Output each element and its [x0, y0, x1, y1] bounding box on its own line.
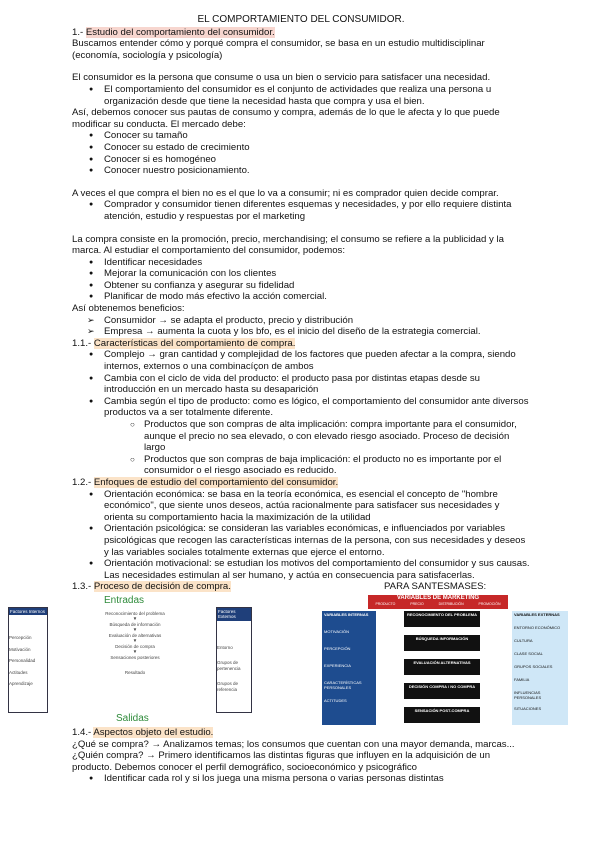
decision-process-diagram: [8, 594, 241, 725]
paragraph: A veces el que compra el bien no es el que lo va a consumir; ni es comprador quien decide comprar.: [72, 187, 499, 199]
bullet-item: ● Comprador y consumidor tienen diferentes esquemas y necesidades, y por ello requiere distinta atención, estudio y respuestas por el marketing: [72, 199, 530, 222]
bullet-item: ● Orientación psicológica: se consideran las variables económicas, e influenciados por variables psicológicas que recogen las características internas de la persona, con sus necesidades y deseos y las variables sociales totalmente externas que ejerce el entorno.: [72, 523, 530, 558]
bullet-item: ● Cambia según el tipo de producto: como es lógico, el comportamiento del consumidor ante diversos productos va a ser totalmente diferente.: [72, 396, 530, 419]
bullet-item: ● Complejo → gran cantidad y complejidad de los factores que pueden afectar a la compra, siendo internos, externos o una combinacíçon de ambos: [72, 349, 530, 372]
paragraph: Así, debemos conocer sus pautas de consumo y compra, además de lo que le afecta y lo que puede modificar su conducta. El mercado debe:: [72, 107, 500, 130]
bullet-item: ● Orientación motivacional: se estudian los motivos del comportamiento del consumidor y sus causas. Las necesidades estimulan al ser humano, y actúa en consecuencia para satisfacerlas.: [72, 558, 530, 581]
bullet-item: ● Conocer si es homogéneo: [72, 154, 530, 166]
bullet-item: ● El comportamiento del consumidor es el conjunto de actividades que realiza una persona u organización desde que tiene la necesidad hasta que compra y usa el bien.: [72, 84, 530, 107]
bullet-item: ● Conocer su tamaño: [72, 130, 530, 142]
marketing-variables-header: VARIABLES DE MARKETING PRODUCTO PRECIO DISTRIBUCIÓN PROMOCIÓN: [368, 595, 508, 609]
santesmases-diagram: [320, 595, 572, 727]
internal-variables-column: VARIABLES INTERNAS MOTIVACIÓN PERCEPCIÓN EXPERIENCIA CARACTERÍSTICAS PERSONALES ACTITUDES: [322, 611, 376, 725]
santesmases-label: PARA SANTESMASES:: [384, 581, 487, 593]
salidas-label: Salidas: [116, 712, 149, 724]
section-1-3-heading: 1.3.- Proceso de decisión de compra. PARA SANTESMASES:: [72, 581, 487, 593]
arrow-item: ➢ Consumidor → se adapta el producto, precio y distribución: [72, 315, 530, 327]
paragraph: El consumidor es la persona que consume o usa un bien o servicio para satisfacer una necesidad.: [72, 72, 491, 84]
process-steps: Reconocimiento del problema ▼ Búsqueda de información ▼ Evaluación de alternativas ▼ Decisión de compra ▼ Sensaciones posteriores Resultado: [60, 611, 210, 676]
arrow-item: ➢ Empresa → aumenta la cuota y los bfo, es el inicio del diseño de la estrategia comercial.: [72, 326, 530, 338]
bullet-item: ● Mejorar la comunicación con los clientes: [72, 268, 530, 280]
document-page: [9, 14, 561, 785]
bullet-item: ● Identificar cada rol y si los juega una misma persona o varias personas distintas: [72, 773, 530, 785]
arrow-down-icon: ▼: [132, 638, 138, 644]
bullet-item: ● Identificar necesidades: [72, 257, 530, 269]
sub-bullet-item: ○ Productos que son compras de baja implicación: el producto no es importante por el consumidor o el riesgo asociado es reducido.: [72, 454, 530, 477]
document-title: EL COMPORTAMIENTO DEL CONSUMIDOR.: [197, 14, 405, 25]
paragraph: ¿Qué se compra? → Analizamos temas; los consumos que cuentan con una mayor demanda, marcas...: [72, 738, 515, 750]
arrow-down-icon: ▼: [132, 649, 138, 655]
bullet-item: ● Planificar de modo más efectivo la acción comercial.: [72, 291, 530, 303]
paragraph: La compra consiste en la promoción, precio, merchandising; el consumo se refiere a la publicidad y la marca. Al estudiar el comportamiento del consumidor, podemos:: [72, 233, 504, 257]
paragraph: ¿Quién compra? → Primero identificamos las distintas figuras que influyen en la adquisición de un producto. Debemos conocer el perfil demográfico, socioeconómico y psicográfico: [72, 750, 491, 773]
bullet-item: ● Conocer su estado de crecimiento: [72, 142, 530, 154]
bullet-item: ● Cambia con el ciclo de vida del producto: el producto pasa por distintas etapas desde su introducción en un mercado hasta su desaparición: [72, 373, 530, 396]
external-factors-box: Factores Externos Entorno Grupos de pertenencia Grupos de referencia: [216, 607, 252, 713]
paragraph: Buscamos entender cómo y porqué compra el consumidor, se basa en un estudio multidisciplinar (economía, sociología y psicología): [72, 38, 485, 61]
sub-bullet-item: ○ Productos que son compras de alta implicación: compra importante para el consumidor, aunque el precio no sea elevado, o con elevado riesgo asociado. Proceso de decisión largo: [72, 419, 530, 454]
external-variables-column: VARIABLES EXTERNAS ENTORNO ECONÓMICO CULTURA CLASE SOCIAL GRUPOS SOCIALES FAMILIA INFLUENCIAS PERSONALES SITUACIONES: [512, 611, 568, 725]
bullet-item: ● Conocer nuestro posicionamiento.: [72, 165, 530, 177]
arrow-down-icon: ▼: [132, 616, 138, 622]
figures-row: [2, 595, 572, 727]
arrow-down-icon: ▼: [132, 627, 138, 633]
internal-factors-box: Factores Internos Percepción Motivación Personalidad Actitudes Aprendizaje: [8, 607, 48, 713]
section-1-2-heading: 1.2.- Enfoques de estudio del comportamiento del consumidor.: [72, 476, 339, 488]
bullet-item: ● Orientación económica: se basa en la teoría económica, es esencial el concepto de "hombre económico", que siente unos deseos, actúa racionalmente para satisfacer sus necesidades y orienta su comportamiento hacia la maximización de la utilidad: [72, 489, 530, 524]
decision-steps-column: RECONOCIMIENTO DEL PROBLEMA BÚSQUEDA INFORMACIÓN EVALUACIÓN ALTERNATIVAS DECISIÓN COMPRA / NO COMPRA SENSACIÓN POST-COMPRA: [404, 611, 480, 725]
section-1-heading: 1.- Estudio del comportamiento del consumidor.: [72, 26, 275, 38]
section-1-1-heading: 1.1.- Características del comportamiento de compra.: [72, 337, 296, 349]
section-1-4-heading: 1.4.- Aspectos objeto del estudio.: [72, 726, 214, 738]
paragraph: Así obtenemos beneficios:: [72, 303, 185, 315]
bullet-item: ● Obtener su confianza y asegurar su fidelidad: [72, 280, 530, 292]
entradas-label: Entradas: [104, 594, 145, 606]
